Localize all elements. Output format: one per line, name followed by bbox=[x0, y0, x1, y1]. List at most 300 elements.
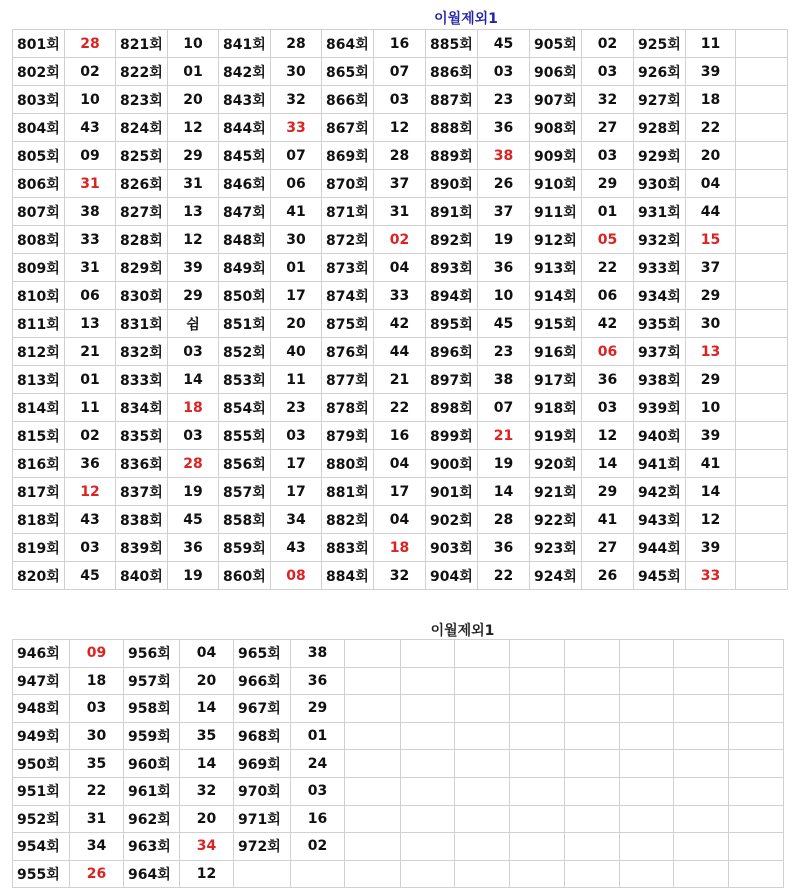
number-value-cell: 23 bbox=[478, 338, 530, 366]
number-value-cell: 41 bbox=[271, 198, 322, 226]
draw-number-cell: 829회 bbox=[116, 254, 168, 282]
empty-cell bbox=[736, 170, 788, 198]
draw-number-cell: 926회 bbox=[634, 58, 686, 86]
empty-cell bbox=[674, 667, 729, 695]
number-value-cell: 29 bbox=[291, 695, 345, 723]
draw-number-cell: 803회 bbox=[13, 86, 65, 114]
draw-number-cell: 942회 bbox=[634, 478, 686, 506]
draw-number-cell: 859회 bbox=[219, 534, 271, 562]
draw-number-cell: 938회 bbox=[634, 366, 686, 394]
number-value-cell: 12 bbox=[582, 422, 634, 450]
number-value-cell: 21 bbox=[374, 366, 426, 394]
number-value-cell: 26 bbox=[582, 562, 634, 590]
empty-cell bbox=[455, 860, 510, 888]
empty-cell bbox=[736, 478, 788, 506]
draw-number-cell: 847회 bbox=[219, 198, 271, 226]
draw-number-cell: 906회 bbox=[530, 58, 582, 86]
number-value-cell: 42 bbox=[374, 310, 426, 338]
draw-number-cell: 817회 bbox=[13, 478, 65, 506]
empty-cell bbox=[510, 833, 565, 861]
draw-number-cell: 853회 bbox=[219, 366, 271, 394]
number-value-cell: 30 bbox=[686, 310, 736, 338]
number-value-cell: 03 bbox=[582, 142, 634, 170]
empty-cell bbox=[736, 58, 788, 86]
table-row bbox=[13, 142, 788, 170]
empty-cell bbox=[736, 86, 788, 114]
draw-number-cell: 840회 bbox=[116, 562, 168, 590]
draw-number-cell: 801회 bbox=[13, 30, 65, 58]
number-value-cell: 08 bbox=[271, 562, 322, 590]
draw-number-cell: 848회 bbox=[219, 226, 271, 254]
draw-number-cell: 889회 bbox=[426, 142, 478, 170]
draw-number-cell: 826회 bbox=[116, 170, 168, 198]
table-row bbox=[13, 750, 784, 778]
draw-number-cell: 945회 bbox=[634, 562, 686, 590]
number-value-cell: 33 bbox=[686, 562, 736, 590]
empty-cell bbox=[729, 640, 784, 668]
empty-cell bbox=[736, 310, 788, 338]
empty-cell bbox=[345, 640, 401, 668]
number-value-cell: 34 bbox=[271, 506, 322, 534]
number-value-cell: 14 bbox=[582, 450, 634, 478]
empty-cell bbox=[455, 750, 510, 778]
empty-cell bbox=[565, 860, 620, 888]
draw-number-cell: 809회 bbox=[13, 254, 65, 282]
number-value-cell: 36 bbox=[478, 254, 530, 282]
draw-number-cell: 956회 bbox=[124, 640, 180, 668]
empty-cell bbox=[620, 695, 674, 723]
draw-number-cell: 928회 bbox=[634, 114, 686, 142]
draw-number-cell: 852회 bbox=[219, 338, 271, 366]
number-value-cell: 37 bbox=[686, 254, 736, 282]
draw-number-cell: 808회 bbox=[13, 226, 65, 254]
table-row bbox=[13, 478, 788, 506]
number-value-cell: 03 bbox=[70, 695, 124, 723]
number-value-cell: 35 bbox=[70, 750, 124, 778]
number-value-cell: 31 bbox=[168, 170, 219, 198]
empty-cell bbox=[345, 667, 401, 695]
draw-number-cell: 813회 bbox=[13, 366, 65, 394]
empty-cell bbox=[736, 338, 788, 366]
number-value-cell: 11 bbox=[65, 394, 116, 422]
draw-number-cell: 857회 bbox=[219, 478, 271, 506]
draw-number-cell: 854회 bbox=[219, 394, 271, 422]
table-row bbox=[13, 640, 784, 668]
number-value-cell: 36 bbox=[478, 114, 530, 142]
table-row bbox=[13, 667, 784, 695]
empty-cell bbox=[736, 198, 788, 226]
empty-cell bbox=[345, 695, 401, 723]
empty-cell bbox=[620, 860, 674, 888]
number-value-cell: 22 bbox=[70, 777, 124, 805]
number-value-cell: 16 bbox=[291, 805, 345, 833]
draw-number-cell: 892회 bbox=[426, 226, 478, 254]
number-value-cell: 39 bbox=[686, 58, 736, 86]
draw-number-cell: 913회 bbox=[530, 254, 582, 282]
number-value-cell: 20 bbox=[168, 86, 219, 114]
draw-number-cell: 842회 bbox=[219, 58, 271, 86]
number-value-cell: 03 bbox=[291, 777, 345, 805]
empty-cell bbox=[736, 450, 788, 478]
number-value-cell: 14 bbox=[478, 478, 530, 506]
number-value-cell: 28 bbox=[168, 450, 219, 478]
draw-number-cell: 898회 bbox=[426, 394, 478, 422]
draw-number-cell: 952회 bbox=[13, 805, 70, 833]
number-value-cell: 37 bbox=[374, 170, 426, 198]
empty-cell bbox=[565, 667, 620, 695]
number-value-cell: 45 bbox=[65, 562, 116, 590]
number-value-cell: 28 bbox=[478, 506, 530, 534]
draw-number-cell: 940회 bbox=[634, 422, 686, 450]
draw-number-cell: 805회 bbox=[13, 142, 65, 170]
draw-number-cell: 881회 bbox=[322, 478, 374, 506]
number-value-cell: 06 bbox=[582, 282, 634, 310]
empty-cell bbox=[674, 833, 729, 861]
number-value-cell: 01 bbox=[65, 366, 116, 394]
draw-number-cell: 897회 bbox=[426, 366, 478, 394]
number-value-cell: 02 bbox=[65, 422, 116, 450]
table-row bbox=[13, 506, 788, 534]
empty-cell bbox=[401, 640, 455, 668]
draw-number-cell: 867회 bbox=[322, 114, 374, 142]
draw-number-cell: 965회 bbox=[234, 640, 291, 668]
empty-cell bbox=[510, 667, 565, 695]
number-value-cell: 28 bbox=[271, 30, 322, 58]
empty-cell bbox=[510, 860, 565, 888]
number-value-cell: 43 bbox=[65, 114, 116, 142]
empty-cell bbox=[729, 860, 784, 888]
draw-number-cell: 807회 bbox=[13, 198, 65, 226]
draw-number-cell: 930회 bbox=[634, 170, 686, 198]
table-row bbox=[13, 310, 788, 338]
draw-number-cell: 874회 bbox=[322, 282, 374, 310]
draw-number-cell: 937회 bbox=[634, 338, 686, 366]
empty-cell bbox=[729, 750, 784, 778]
draw-number-cell bbox=[234, 860, 291, 888]
draw-number-cell: 836회 bbox=[116, 450, 168, 478]
empty-cell bbox=[620, 833, 674, 861]
number-value-cell: 03 bbox=[478, 58, 530, 86]
number-value-cell: 11 bbox=[686, 30, 736, 58]
number-value-cell: 12 bbox=[168, 114, 219, 142]
draw-number-cell: 865회 bbox=[322, 58, 374, 86]
number-value-cell: 27 bbox=[582, 114, 634, 142]
draw-number-cell: 935회 bbox=[634, 310, 686, 338]
number-value-cell: 12 bbox=[168, 226, 219, 254]
empty-cell bbox=[401, 777, 455, 805]
draw-number-cell: 832회 bbox=[116, 338, 168, 366]
number-value-cell: 33 bbox=[65, 226, 116, 254]
draw-number-cell: 824회 bbox=[116, 114, 168, 142]
draw-number-cell: 960회 bbox=[124, 750, 180, 778]
draw-number-cell: 878회 bbox=[322, 394, 374, 422]
number-value-cell: 28 bbox=[374, 142, 426, 170]
draw-number-cell: 919회 bbox=[530, 422, 582, 450]
number-value-cell: 19 bbox=[168, 478, 219, 506]
draw-number-cell: 833회 bbox=[116, 366, 168, 394]
draw-number-cell: 927회 bbox=[634, 86, 686, 114]
table-row bbox=[13, 534, 788, 562]
number-value-cell: 39 bbox=[686, 534, 736, 562]
table-row bbox=[13, 833, 784, 861]
number-value-cell: 쉼 bbox=[168, 310, 219, 338]
empty-cell bbox=[736, 366, 788, 394]
number-value-cell: 14 bbox=[168, 366, 219, 394]
draw-number-cell: 883회 bbox=[322, 534, 374, 562]
number-value-cell: 10 bbox=[478, 282, 530, 310]
number-value-cell: 07 bbox=[478, 394, 530, 422]
number-value-cell: 37 bbox=[478, 198, 530, 226]
draw-number-cell: 958회 bbox=[124, 695, 180, 723]
draw-number-cell: 879회 bbox=[322, 422, 374, 450]
number-value-cell: 02 bbox=[374, 226, 426, 254]
number-value-cell: 21 bbox=[478, 422, 530, 450]
draw-number-cell: 802회 bbox=[13, 58, 65, 86]
draw-number-cell: 834회 bbox=[116, 394, 168, 422]
table-row bbox=[13, 562, 788, 590]
number-value-cell: 26 bbox=[478, 170, 530, 198]
draw-number-cell: 870회 bbox=[322, 170, 374, 198]
empty-cell bbox=[729, 695, 784, 723]
empty-cell bbox=[455, 695, 510, 723]
draw-number-cell: 818회 bbox=[13, 506, 65, 534]
draw-number-cell: 924회 bbox=[530, 562, 582, 590]
number-value-cell: 14 bbox=[180, 695, 234, 723]
draw-results-table-1 bbox=[12, 29, 788, 590]
empty-cell bbox=[674, 860, 729, 888]
draw-number-cell: 873회 bbox=[322, 254, 374, 282]
draw-number-cell: 816회 bbox=[13, 450, 65, 478]
draw-number-cell: 939회 bbox=[634, 394, 686, 422]
number-value-cell: 34 bbox=[70, 833, 124, 861]
empty-cell bbox=[510, 722, 565, 750]
number-value-cell: 19 bbox=[478, 450, 530, 478]
empty-cell bbox=[510, 805, 565, 833]
empty-cell bbox=[401, 750, 455, 778]
draw-number-cell: 885회 bbox=[426, 30, 478, 58]
draw-number-cell: 970회 bbox=[234, 777, 291, 805]
empty-cell bbox=[736, 562, 788, 590]
number-value-cell: 04 bbox=[374, 254, 426, 282]
number-value-cell: 22 bbox=[686, 114, 736, 142]
draw-number-cell: 877회 bbox=[322, 366, 374, 394]
number-value-cell: 44 bbox=[686, 198, 736, 226]
draw-number-cell: 830회 bbox=[116, 282, 168, 310]
draw-number-cell: 963회 bbox=[124, 833, 180, 861]
draw-number-cell: 884회 bbox=[322, 562, 374, 590]
draw-number-cell: 869회 bbox=[322, 142, 374, 170]
draw-number-cell: 925회 bbox=[634, 30, 686, 58]
draw-number-cell: 855회 bbox=[219, 422, 271, 450]
draw-number-cell: 914회 bbox=[530, 282, 582, 310]
table-row bbox=[13, 366, 788, 394]
empty-cell bbox=[401, 695, 455, 723]
empty-cell bbox=[401, 722, 455, 750]
number-value-cell: 45 bbox=[478, 310, 530, 338]
draw-number-cell: 907회 bbox=[530, 86, 582, 114]
empty-cell bbox=[729, 777, 784, 805]
draw-number-cell: 972회 bbox=[234, 833, 291, 861]
number-value-cell: 06 bbox=[271, 170, 322, 198]
draw-number-cell: 827회 bbox=[116, 198, 168, 226]
table-row bbox=[13, 860, 784, 888]
number-value-cell: 22 bbox=[374, 394, 426, 422]
number-value-cell: 38 bbox=[65, 198, 116, 226]
number-value-cell: 32 bbox=[271, 86, 322, 114]
empty-cell bbox=[455, 777, 510, 805]
number-value-cell: 29 bbox=[582, 170, 634, 198]
draw-number-cell: 948회 bbox=[13, 695, 70, 723]
draw-number-cell: 968회 bbox=[234, 722, 291, 750]
empty-cell bbox=[736, 422, 788, 450]
empty-cell bbox=[455, 640, 510, 668]
number-value-cell: 17 bbox=[271, 450, 322, 478]
number-value-cell: 20 bbox=[180, 667, 234, 695]
empty-cell bbox=[345, 860, 401, 888]
draw-number-cell: 893회 bbox=[426, 254, 478, 282]
draw-number-cell: 831회 bbox=[116, 310, 168, 338]
draw-number-cell: 961회 bbox=[124, 777, 180, 805]
number-value-cell: 30 bbox=[70, 722, 124, 750]
empty-cell bbox=[401, 667, 455, 695]
number-value-cell: 26 bbox=[70, 860, 124, 888]
empty-cell bbox=[565, 722, 620, 750]
draw-number-cell: 916회 bbox=[530, 338, 582, 366]
draw-number-cell: 890회 bbox=[426, 170, 478, 198]
empty-cell bbox=[565, 640, 620, 668]
number-value-cell: 22 bbox=[478, 562, 530, 590]
number-value-cell: 14 bbox=[180, 750, 234, 778]
number-value-cell: 05 bbox=[582, 226, 634, 254]
draw-number-cell: 838회 bbox=[116, 506, 168, 534]
draw-number-cell: 891회 bbox=[426, 198, 478, 226]
number-value-cell: 40 bbox=[271, 338, 322, 366]
number-value-cell: 19 bbox=[478, 226, 530, 254]
number-value-cell: 10 bbox=[168, 30, 219, 58]
table-row bbox=[13, 226, 788, 254]
number-value-cell: 32 bbox=[180, 777, 234, 805]
number-value-cell: 04 bbox=[374, 450, 426, 478]
draw-number-cell: 858회 bbox=[219, 506, 271, 534]
draw-number-cell: 846회 bbox=[219, 170, 271, 198]
table-row bbox=[13, 58, 788, 86]
number-value-cell: 03 bbox=[168, 422, 219, 450]
number-value-cell: 01 bbox=[291, 722, 345, 750]
draw-number-cell: 954회 bbox=[13, 833, 70, 861]
empty-cell bbox=[736, 534, 788, 562]
draw-number-cell: 957회 bbox=[124, 667, 180, 695]
empty-cell bbox=[510, 695, 565, 723]
number-value-cell: 34 bbox=[180, 833, 234, 861]
draw-number-cell: 806회 bbox=[13, 170, 65, 198]
number-value-cell: 21 bbox=[65, 338, 116, 366]
draw-number-cell: 815회 bbox=[13, 422, 65, 450]
number-value-cell: 20 bbox=[180, 805, 234, 833]
empty-cell bbox=[736, 142, 788, 170]
empty-cell bbox=[345, 777, 401, 805]
number-value-cell: 10 bbox=[65, 86, 116, 114]
number-value-cell: 23 bbox=[478, 86, 530, 114]
empty-cell bbox=[401, 860, 455, 888]
empty-cell bbox=[510, 750, 565, 778]
number-value-cell: 29 bbox=[686, 282, 736, 310]
draw-number-cell: 908회 bbox=[530, 114, 582, 142]
draw-number-cell: 912회 bbox=[530, 226, 582, 254]
number-value-cell: 01 bbox=[582, 198, 634, 226]
number-value-cell: 38 bbox=[478, 142, 530, 170]
number-value-cell: 36 bbox=[168, 534, 219, 562]
empty-cell bbox=[729, 805, 784, 833]
number-value-cell: 31 bbox=[374, 198, 426, 226]
draw-number-cell: 820회 bbox=[13, 562, 65, 590]
empty-cell bbox=[455, 833, 510, 861]
draw-number-cell: 964회 bbox=[124, 860, 180, 888]
empty-cell bbox=[565, 695, 620, 723]
empty-cell bbox=[620, 805, 674, 833]
number-value-cell: 36 bbox=[65, 450, 116, 478]
draw-number-cell: 902회 bbox=[426, 506, 478, 534]
draw-number-cell: 851회 bbox=[219, 310, 271, 338]
draw-number-cell: 934회 bbox=[634, 282, 686, 310]
empty-cell bbox=[620, 750, 674, 778]
number-value-cell: 01 bbox=[271, 254, 322, 282]
table-row bbox=[13, 338, 788, 366]
number-value-cell: 39 bbox=[168, 254, 219, 282]
draw-number-cell: 917회 bbox=[530, 366, 582, 394]
number-value-cell: 38 bbox=[291, 640, 345, 668]
draw-number-cell: 911회 bbox=[530, 198, 582, 226]
number-value-cell: 32 bbox=[374, 562, 426, 590]
number-value-cell: 39 bbox=[686, 422, 736, 450]
draw-number-cell: 880회 bbox=[322, 450, 374, 478]
number-value-cell: 02 bbox=[582, 30, 634, 58]
number-value-cell: 36 bbox=[582, 366, 634, 394]
draw-number-cell: 837회 bbox=[116, 478, 168, 506]
draw-number-cell: 909회 bbox=[530, 142, 582, 170]
empty-cell bbox=[674, 777, 729, 805]
empty-cell bbox=[736, 254, 788, 282]
empty-cell bbox=[736, 30, 788, 58]
draw-number-cell: 920회 bbox=[530, 450, 582, 478]
number-value-cell: 03 bbox=[582, 394, 634, 422]
number-value-cell: 13 bbox=[686, 338, 736, 366]
draw-number-cell: 910회 bbox=[530, 170, 582, 198]
number-value-cell: 07 bbox=[271, 142, 322, 170]
number-value-cell: 03 bbox=[374, 86, 426, 114]
number-value-cell: 18 bbox=[686, 86, 736, 114]
number-value-cell: 31 bbox=[65, 170, 116, 198]
draw-number-cell: 856회 bbox=[219, 450, 271, 478]
number-value-cell: 15 bbox=[686, 226, 736, 254]
number-value-cell: 17 bbox=[374, 478, 426, 506]
draw-number-cell: 955회 bbox=[13, 860, 70, 888]
number-value-cell: 02 bbox=[291, 833, 345, 861]
empty-cell bbox=[736, 394, 788, 422]
draw-number-cell: 915회 bbox=[530, 310, 582, 338]
number-value-cell: 45 bbox=[478, 30, 530, 58]
number-value-cell: 29 bbox=[168, 282, 219, 310]
draw-number-cell: 821회 bbox=[116, 30, 168, 58]
draw-number-cell: 804회 bbox=[13, 114, 65, 142]
draw-number-cell: 899회 bbox=[426, 422, 478, 450]
empty-cell bbox=[674, 722, 729, 750]
empty-cell bbox=[736, 282, 788, 310]
draw-number-cell: 967회 bbox=[234, 695, 291, 723]
table-row bbox=[13, 86, 788, 114]
draw-number-cell: 835회 bbox=[116, 422, 168, 450]
draw-results-table-2 bbox=[12, 639, 784, 888]
number-value-cell: 41 bbox=[582, 506, 634, 534]
